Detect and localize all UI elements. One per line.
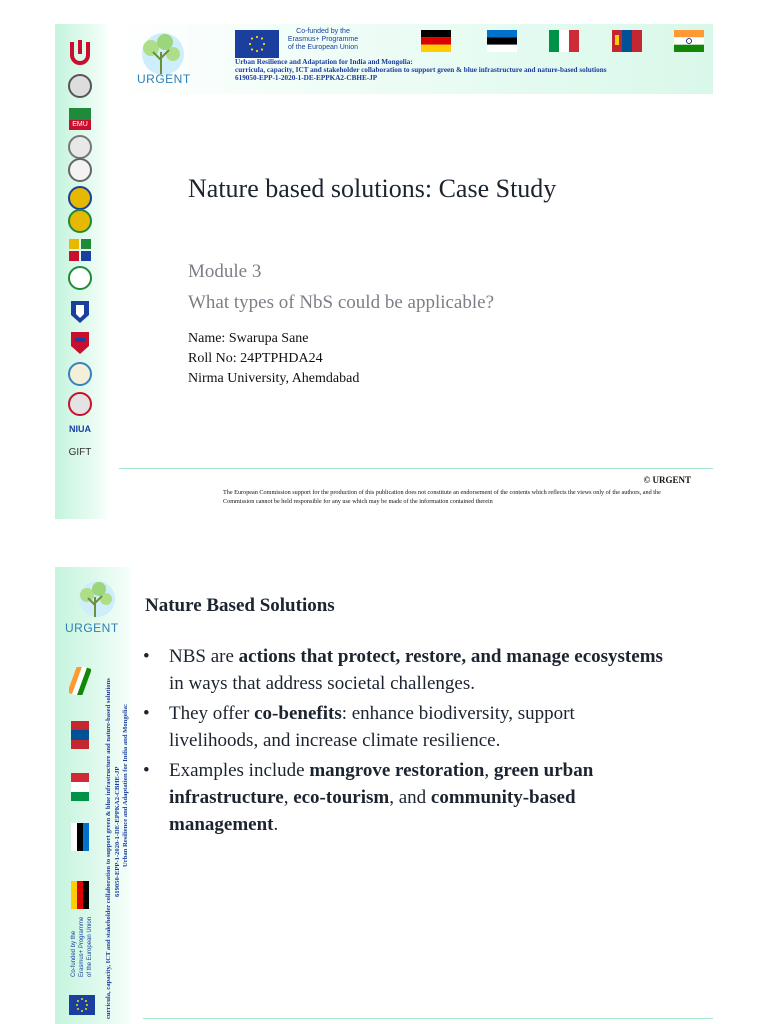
bullet-text: NBS are — [169, 646, 239, 667]
eu-flag-icon — [69, 995, 95, 1015]
germany-flag-icon — [421, 30, 451, 52]
eu-line: Erasmus+ Programme — [287, 36, 359, 43]
bullet-symbol: • — [143, 703, 150, 724]
partner-logos-sidebar — [55, 24, 107, 519]
slide-1 — [55, 24, 713, 519]
italy-flag-icon — [549, 30, 579, 52]
project-subtitle-line: curricula, capacity, ICT and stakeholder collaboration to support green & blue infrastructure and nature-based solutions — [235, 66, 607, 74]
urgent-logo-text: URGENT — [65, 621, 119, 635]
bullet-emphasis: actions that protect, restore, and manage ecosystems — [238, 646, 663, 667]
eu-cofunded-text — [283, 28, 363, 52]
gift-label: GIFT — [68, 446, 92, 458]
india-flag-icon — [69, 667, 91, 695]
bullet-symbol: • — [143, 760, 150, 781]
seal-icon — [65, 394, 95, 414]
university: Nirma University, Ahemdabad — [188, 371, 360, 386]
list-item — [143, 700, 663, 754]
eu-vertical-line: of the European Union — [87, 916, 93, 977]
bullet-text: Examples include — [169, 760, 310, 781]
bullet-text: , — [484, 760, 494, 781]
estonia-flag-icon — [69, 823, 91, 851]
eu-line: Co-funded by the — [296, 28, 350, 35]
slide-header — [107, 24, 713, 94]
author-name: Name: Swarupa Sane — [188, 331, 309, 346]
bullet-emphasis: co-benefits — [254, 703, 342, 724]
project-title-line: Urban Resilience and Adaptation for India and Mongolia: — [235, 58, 413, 66]
germany-flag-icon — [69, 881, 91, 909]
seal-icon — [65, 299, 95, 325]
slide-title: Nature Based Solutions — [145, 595, 335, 616]
bullet-text: , and — [389, 787, 431, 808]
footer-divider — [143, 1018, 713, 1019]
slide-2 — [55, 567, 713, 1024]
seal-icon — [65, 137, 95, 157]
bullet-emphasis: green urban infrastructure — [169, 760, 594, 808]
bullet-text: , — [283, 787, 294, 808]
eu-vertical-line: Co-funded by the — [71, 930, 77, 977]
bullet-text: in ways that address societal challenges. — [169, 673, 476, 694]
seal-icon — [65, 160, 95, 180]
bullet-emphasis: eco-tourism — [293, 787, 390, 808]
mongolia-flag-icon — [69, 721, 91, 749]
bullet-text: : enhance biodiversity, support livelihoods, and increase climate resilience. — [169, 703, 575, 751]
seal-icon — [65, 188, 95, 208]
copyright: © URGENT — [643, 475, 691, 485]
u-logo-icon — [65, 40, 95, 66]
seal-icon — [65, 240, 95, 260]
eu-flag-icon — [235, 30, 279, 58]
module-label: Module 3 — [188, 261, 262, 282]
gift-logo-icon — [65, 442, 95, 462]
bullet-emphasis: community-based management — [169, 787, 576, 835]
niua-logo-icon — [65, 419, 95, 439]
project-vertical-subtitle: curricula, capacity, ICT and stakeholder collaboration to support green & blue infrastructure and nature-based solutions — [105, 678, 112, 1019]
india-flag-icon — [674, 30, 704, 52]
slide-title: Nature based solutions: Case Study — [188, 174, 557, 203]
bullet-text: . — [273, 814, 279, 835]
seal-icon — [65, 268, 95, 288]
seal-icon — [65, 364, 95, 384]
bullet-symbol: • — [143, 646, 150, 667]
project-vertical-code: 619050-EPP-1-2020-1-DE-EPPKA2-CBHE-JP — [114, 766, 121, 897]
estonia-flag-icon — [487, 30, 517, 52]
roll-number: Roll No: 24PTPHDA24 — [188, 351, 323, 366]
emu-logo-icon — [65, 106, 95, 132]
mongolia-flag-icon — [612, 30, 642, 52]
seal-icon — [65, 76, 95, 96]
bullet-emphasis: mangrove restoration — [309, 760, 485, 781]
eu-disclaimer: The European Commission support for the production of this publication does not constitute an endorsement of the contents which reflects the views only of the authors, and the Commission cannot be held responsible for any use which may be made of the information contained therein — [223, 489, 661, 505]
seal-icon — [65, 211, 95, 231]
list-item — [143, 643, 663, 697]
list-item — [143, 757, 663, 838]
urgent-logo-text: URGENT — [137, 72, 191, 86]
eu-line: of the European Union — [287, 44, 359, 51]
bullet-text: They offer — [169, 703, 255, 724]
niua-label: NIUA — [69, 424, 91, 434]
module-question: What types of NbS could be applicable? — [188, 292, 495, 313]
eu-vertical-line: Erasmus+ Programme — [79, 916, 85, 977]
italy-flag-icon — [69, 773, 91, 801]
bullet-list — [143, 643, 663, 841]
project-vertical-title: Urban Resilience and Adaptation for India and Mongolia: — [122, 703, 129, 867]
emu-label: EMU — [69, 120, 91, 130]
footer-divider — [119, 468, 713, 469]
project-sidebar — [55, 567, 131, 1024]
project-code-line: 619050-EPP-1-2020-1-DE-EPPKA2-CBHE-JP — [235, 74, 378, 82]
seal-icon — [65, 330, 95, 356]
